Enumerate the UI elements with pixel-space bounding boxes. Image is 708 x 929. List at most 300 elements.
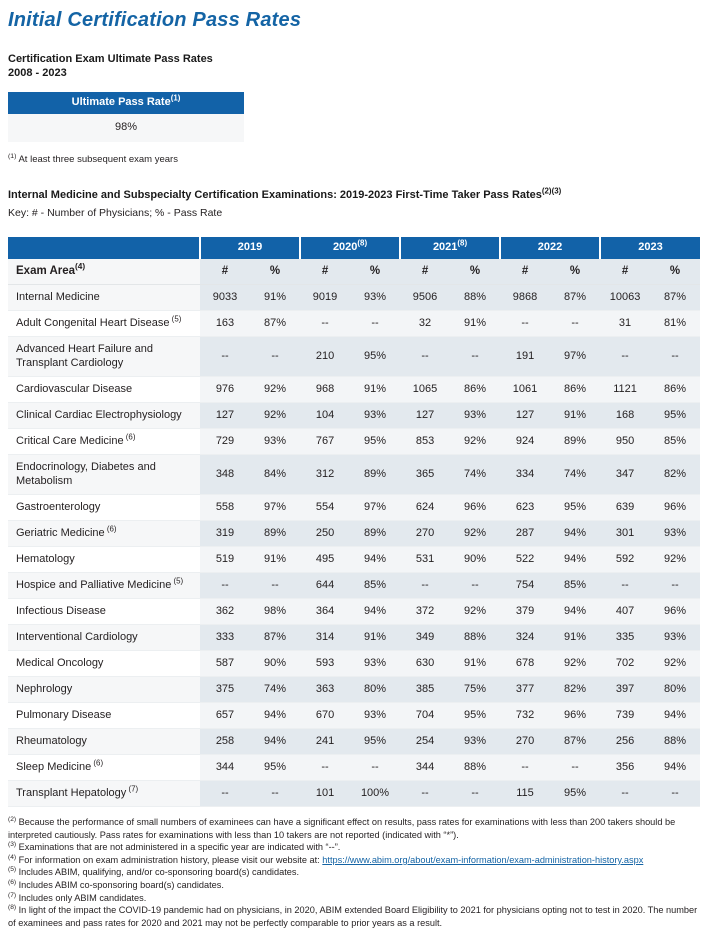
footnote-6-text: Includes ABIM co-sponsoring board(s) candidates. [16, 879, 224, 890]
data-cell-2020-count: 670 [300, 703, 350, 729]
data-cell-2022-count: 678 [500, 651, 550, 677]
data-cell-2020-count: 314 [300, 625, 350, 651]
exam-area-name: Transplant Hepatology [16, 787, 127, 799]
data-cell-2022-rate: 92% [550, 651, 600, 677]
exam-area-cell [8, 403, 200, 429]
footnotes-block [8, 816, 702, 929]
subheader-row [8, 259, 700, 285]
data-cell-2020-count: 9019 [300, 285, 350, 311]
data-cell-2022-count: 9868 [500, 285, 550, 311]
exam-area-name: Internal Medicine [16, 291, 100, 303]
data-cell-2019-count: 9033 [200, 285, 250, 311]
footnote-3-marker: (3) [8, 841, 17, 849]
data-cell-2023-rate: 82% [650, 455, 700, 495]
data-cell-2021-count: 32 [400, 311, 450, 337]
footnote-8-marker: (8) [8, 904, 17, 912]
data-cell-2019-count: 375 [200, 677, 250, 703]
data-cell-2022-rate: 91% [550, 625, 600, 651]
data-cell-2020-rate: 100% [350, 781, 400, 807]
data-cell-2021-count: -- [400, 337, 450, 377]
exam-area-name: Infectious Disease [16, 605, 106, 617]
data-cell-2020-rate: -- [350, 311, 400, 337]
column-header-2022-count: # [500, 259, 550, 285]
footnote-3 [8, 841, 702, 854]
exam-area-name: Nephrology [16, 683, 73, 695]
data-cell-2021-rate: 92% [450, 429, 500, 455]
data-cell-2021-count: -- [400, 781, 450, 807]
data-cell-2020-count: 104 [300, 403, 350, 429]
data-cell-2020-rate: 85% [350, 573, 400, 599]
data-cell-2020-rate: 91% [350, 625, 400, 651]
data-cell-2023-rate: 81% [650, 311, 700, 337]
table-row [8, 547, 700, 573]
year-header-label: 2022 [537, 241, 563, 253]
ultimate-pass-rate-header-label: Ultimate Pass Rate [71, 96, 171, 108]
data-cell-2021-count: 254 [400, 729, 450, 755]
data-cell-2022-rate: 87% [550, 729, 600, 755]
data-cell-2021-rate: 92% [450, 599, 500, 625]
data-cell-2020-count: 250 [300, 521, 350, 547]
table-row [8, 495, 700, 521]
data-cell-2020-count: 554 [300, 495, 350, 521]
table-row [8, 599, 700, 625]
table-body [8, 285, 700, 807]
footnote-3-text: Examinations that are not administered in a specific year are indicated with “--”. [16, 842, 341, 853]
data-cell-2023-rate: 94% [650, 755, 700, 781]
data-cell-2020-rate: 94% [350, 547, 400, 573]
table-row [8, 781, 700, 807]
footnote-4-marker: (4) [8, 853, 17, 861]
footnote-6-marker: (6) [8, 878, 17, 886]
exam-area-cell [8, 703, 200, 729]
data-cell-2021-count: 385 [400, 677, 450, 703]
exam-area-name: Rheumatology [16, 735, 87, 747]
year-header-2019 [200, 237, 300, 259]
data-cell-2019-rate: -- [250, 781, 300, 807]
data-cell-2022-count: -- [500, 755, 550, 781]
exam-area-name: Cardiovascular Disease [16, 383, 133, 395]
data-cell-2023-count: 950 [600, 429, 650, 455]
data-cell-2023-rate: 93% [650, 625, 700, 651]
data-cell-2020-rate: 97% [350, 495, 400, 521]
data-cell-2020-rate: 95% [350, 429, 400, 455]
column-header-2022-rate: % [550, 259, 600, 285]
footnote-7-marker: (7) [8, 891, 17, 899]
data-cell-2019-count: 258 [200, 729, 250, 755]
footnote-1 [8, 153, 700, 166]
data-cell-2023-count: 397 [600, 677, 650, 703]
data-cell-2020-rate: 93% [350, 403, 400, 429]
data-cell-2022-count: 270 [500, 729, 550, 755]
data-cell-2022-rate: 94% [550, 547, 600, 573]
data-cell-2022-count: 324 [500, 625, 550, 651]
data-cell-2019-count: 362 [200, 599, 250, 625]
data-cell-2019-count: 348 [200, 455, 250, 495]
data-cell-2020-rate: 80% [350, 677, 400, 703]
data-cell-2019-count: 163 [200, 311, 250, 337]
exam-area-name: Hospice and Palliative Medicine [16, 579, 172, 591]
data-cell-2022-rate: -- [550, 311, 600, 337]
data-cell-2021-count: 531 [400, 547, 450, 573]
exam-area-cell [8, 311, 200, 337]
data-cell-2021-rate: 91% [450, 311, 500, 337]
data-cell-2023-count: 1121 [600, 377, 650, 403]
data-cell-2020-count: 968 [300, 377, 350, 403]
ultimate-pass-rate-header-sup: (1) [170, 93, 181, 103]
data-cell-2021-count: 127 [400, 403, 450, 429]
data-cell-2022-count: 334 [500, 455, 550, 495]
data-cell-2021-count: 365 [400, 455, 450, 495]
table-row [8, 337, 700, 377]
data-cell-2021-rate: 88% [450, 625, 500, 651]
exam-area-cell [8, 755, 200, 781]
data-cell-2021-count: 270 [400, 521, 450, 547]
footnote-5 [8, 866, 702, 879]
data-cell-2023-rate: -- [650, 573, 700, 599]
data-cell-2019-rate: 87% [250, 625, 300, 651]
data-cell-2023-rate: 87% [650, 285, 700, 311]
data-cell-2022-count: 732 [500, 703, 550, 729]
year-header-label: 2020 [332, 241, 358, 253]
year-header-2020 [300, 237, 400, 259]
data-cell-2022-count: 623 [500, 495, 550, 521]
footnote-5-marker: (5) [8, 866, 17, 874]
data-cell-2019-count: 344 [200, 755, 250, 781]
exam-area-sup: (5) [171, 576, 184, 586]
data-cell-2019-rate: 94% [250, 703, 300, 729]
exam-area-cell [8, 455, 200, 495]
table-row [8, 403, 700, 429]
data-cell-2022-rate: 94% [550, 599, 600, 625]
data-cell-2019-count: 587 [200, 651, 250, 677]
data-cell-2020-count: 101 [300, 781, 350, 807]
data-cell-2021-rate: -- [450, 573, 500, 599]
year-header-sup: (8) [357, 238, 368, 248]
data-cell-2022-rate: 91% [550, 403, 600, 429]
data-cell-2021-rate: 90% [450, 547, 500, 573]
footnote-2 [8, 816, 702, 841]
page-title: Initial Certification Pass Rates [8, 9, 302, 31]
table-row [8, 755, 700, 781]
exam-area-cell [8, 573, 200, 599]
data-cell-2020-rate: -- [350, 755, 400, 781]
data-cell-2022-count: 115 [500, 781, 550, 807]
data-cell-2021-rate: 95% [450, 703, 500, 729]
data-cell-2022-count: 379 [500, 599, 550, 625]
table-row [8, 455, 700, 495]
data-cell-2021-rate: 74% [450, 455, 500, 495]
table-row [8, 703, 700, 729]
ultimate-pass-rates-heading [8, 52, 700, 80]
data-cell-2019-rate: 95% [250, 755, 300, 781]
data-cell-2020-count: 767 [300, 429, 350, 455]
data-cell-2019-count: 127 [200, 403, 250, 429]
data-cell-2019-count: 319 [200, 521, 250, 547]
data-cell-2020-rate: 95% [350, 337, 400, 377]
data-cell-2022-rate: -- [550, 755, 600, 781]
data-cell-2023-count: 347 [600, 455, 650, 495]
data-cell-2021-count: -- [400, 573, 450, 599]
table-row [8, 311, 700, 337]
ultimate-pass-rates-heading-line2: 2008 - 2023 [8, 67, 67, 79]
data-cell-2022-count: 127 [500, 403, 550, 429]
first-time-taker-heading-sup: (2)(3) [541, 186, 562, 196]
column-header-2020-count: # [300, 259, 350, 285]
table-row [8, 573, 700, 599]
data-cell-2019-count: -- [200, 573, 250, 599]
footnote-5-text: Includes ABIM, qualifying, and/or co-sponsoring board(s) candidates. [16, 867, 300, 878]
exam-area-name: Adult Congenital Heart Disease [16, 317, 170, 329]
year-header-row [8, 237, 700, 259]
data-cell-2023-rate: 80% [650, 677, 700, 703]
data-cell-2019-rate: 92% [250, 377, 300, 403]
data-cell-2020-count: 312 [300, 455, 350, 495]
table-row [8, 429, 700, 455]
exam-area-name: Interventional Cardiology [16, 631, 138, 643]
data-cell-2021-count: 853 [400, 429, 450, 455]
exam-area-name: Clinical Cardiac Electrophysiology [16, 409, 182, 421]
data-cell-2019-count: -- [200, 337, 250, 377]
exam-area-name: Sleep Medicine [16, 761, 92, 773]
data-cell-2019-rate: 94% [250, 729, 300, 755]
data-cell-2021-rate: 88% [450, 755, 500, 781]
data-cell-2019-rate: 84% [250, 455, 300, 495]
year-header-spacer [8, 237, 200, 259]
column-header-2021-count: # [400, 259, 450, 285]
data-cell-2020-count: 210 [300, 337, 350, 377]
data-cell-2023-count: 256 [600, 729, 650, 755]
column-header-2019-rate: % [250, 259, 300, 285]
data-cell-2020-count: 241 [300, 729, 350, 755]
first-time-taker-heading [8, 188, 700, 203]
ultimate-pass-rate-table [8, 92, 244, 142]
data-cell-2023-rate: 94% [650, 703, 700, 729]
exam-area-name: Endocrinology, Diabetes and Metabolism [16, 461, 156, 487]
data-cell-2022-rate: 96% [550, 703, 600, 729]
exam-area-name: Gastroenterology [16, 501, 101, 513]
exam-area-cell [8, 547, 200, 573]
exam-area-header-sup: (4) [75, 262, 86, 272]
data-cell-2021-rate: -- [450, 781, 500, 807]
table-header-row [8, 92, 244, 114]
year-header-sup: (8) [457, 238, 468, 248]
data-cell-2020-count: 593 [300, 651, 350, 677]
data-cell-2023-count: 739 [600, 703, 650, 729]
first-time-taker-heading-label: Internal Medicine and Subspecialty Certification Examinations: 2019-2023 First-Time Taker Pass Rates [8, 189, 542, 201]
footnote-7 [8, 892, 702, 905]
exam-area-header-label: Exam Area [16, 265, 76, 277]
table-row [8, 651, 700, 677]
data-cell-2020-rate: 93% [350, 703, 400, 729]
data-cell-2021-count: 349 [400, 625, 450, 651]
data-cell-2023-count: 702 [600, 651, 650, 677]
exam-area-cell [8, 651, 200, 677]
data-cell-2020-rate: 95% [350, 729, 400, 755]
data-cell-2021-rate: 86% [450, 377, 500, 403]
table-row [8, 377, 700, 403]
exam-area-header [8, 259, 200, 285]
exam-area-cell [8, 677, 200, 703]
document-page [0, 8, 708, 928]
data-cell-2023-count: -- [600, 337, 650, 377]
exam-area-name: Geriatric Medicine [16, 527, 105, 539]
year-header-2022 [500, 237, 600, 259]
exam-area-cell [8, 781, 200, 807]
footnote-4 [8, 854, 702, 867]
data-cell-2019-rate: 91% [250, 285, 300, 311]
data-cell-2022-count: 522 [500, 547, 550, 573]
exam-area-cell [8, 285, 200, 311]
data-cell-2022-rate: 82% [550, 677, 600, 703]
data-cell-2021-count: 624 [400, 495, 450, 521]
data-cell-2023-rate: 92% [650, 547, 700, 573]
data-cell-2023-count: 301 [600, 521, 650, 547]
table-row [8, 285, 700, 311]
exam-area-name: Critical Care Medicine [16, 435, 124, 447]
data-cell-2022-rate: 87% [550, 285, 600, 311]
data-cell-2021-rate: 92% [450, 521, 500, 547]
table-head [8, 237, 700, 285]
data-cell-2023-rate: 95% [650, 403, 700, 429]
data-cell-2019-count: 976 [200, 377, 250, 403]
column-header-2020-rate: % [350, 259, 400, 285]
data-cell-2020-rate: 91% [350, 377, 400, 403]
exam-area-name: Pulmonary Disease [16, 709, 112, 721]
data-cell-2020-rate: 93% [350, 651, 400, 677]
table-row [8, 729, 700, 755]
exam-area-sup: (5) [169, 314, 182, 324]
exam-area-sup: (6) [91, 758, 104, 768]
data-cell-2023-rate: 86% [650, 377, 700, 403]
data-cell-2021-rate: 91% [450, 651, 500, 677]
year-header-label: 2019 [237, 241, 263, 253]
data-cell-2023-rate: -- [650, 337, 700, 377]
table-row [8, 625, 700, 651]
data-cell-2021-count: 372 [400, 599, 450, 625]
column-header-2023-rate: % [650, 259, 700, 285]
exam-area-sup: (7) [126, 784, 139, 794]
exam-administration-history-link[interactable]: https://www.abim.org/about/exam-information/exam-administration-history.aspx [322, 854, 644, 865]
data-cell-2022-rate: 95% [550, 781, 600, 807]
year-header-label: 2021 [432, 241, 458, 253]
exam-area-cell [8, 729, 200, 755]
table-key: Key: # - Number of Physicians; % - Pass Rate [8, 207, 223, 219]
data-cell-2021-count: 704 [400, 703, 450, 729]
footnote-7-text: Includes only ABIM candidates. [16, 892, 147, 903]
data-cell-2019-rate: 93% [250, 429, 300, 455]
data-cell-2023-count: 639 [600, 495, 650, 521]
data-cell-2022-rate: 94% [550, 521, 600, 547]
data-cell-2022-count: 1061 [500, 377, 550, 403]
data-cell-2023-rate: 88% [650, 729, 700, 755]
data-cell-2021-rate: -- [450, 337, 500, 377]
data-cell-2022-rate: 89% [550, 429, 600, 455]
table-row [8, 677, 700, 703]
data-cell-2020-count: 364 [300, 599, 350, 625]
data-cell-2021-rate: 88% [450, 285, 500, 311]
data-cell-2020-rate: 94% [350, 599, 400, 625]
data-cell-2022-count: 754 [500, 573, 550, 599]
data-cell-2019-count: 729 [200, 429, 250, 455]
table-row [8, 114, 244, 142]
year-header-label: 2023 [638, 241, 663, 253]
year-header-2021 [400, 237, 500, 259]
data-cell-2021-count: 630 [400, 651, 450, 677]
data-cell-2021-count: 9506 [400, 285, 450, 311]
column-header-2023-count: # [600, 259, 650, 285]
data-cell-2023-count: 592 [600, 547, 650, 573]
data-cell-2022-count: 287 [500, 521, 550, 547]
data-cell-2022-rate: 97% [550, 337, 600, 377]
data-cell-2020-count: -- [300, 311, 350, 337]
data-cell-2023-count: -- [600, 781, 650, 807]
data-cell-2019-rate: 92% [250, 403, 300, 429]
data-cell-2023-count: -- [600, 573, 650, 599]
ultimate-pass-rate-value: 98% [8, 114, 244, 142]
data-cell-2022-count: 924 [500, 429, 550, 455]
data-cell-2019-rate: 74% [250, 677, 300, 703]
exam-area-cell [8, 599, 200, 625]
data-cell-2019-rate: 98% [250, 599, 300, 625]
exam-area-cell [8, 625, 200, 651]
pass-rates-table [8, 237, 700, 807]
data-cell-2023-count: 407 [600, 599, 650, 625]
footnote-4-text: For information on exam administration history, please visit our website at: [16, 854, 323, 865]
data-cell-2023-rate: 92% [650, 651, 700, 677]
data-cell-2023-rate: 85% [650, 429, 700, 455]
data-cell-2020-rate: 89% [350, 455, 400, 495]
data-cell-2023-rate: 96% [650, 495, 700, 521]
data-cell-2019-rate: -- [250, 337, 300, 377]
footnote-2-text: Because the performance of small numbers of examinees can have a significant effect on results, pass rates for examinations with less than 200 takers should be interpreted cautiously. Pass rates for examinations with less than 10 takers are not reported (indicated with “*”). [8, 817, 676, 840]
data-cell-2021-rate: 75% [450, 677, 500, 703]
footnote-8-text: In light of the impact the COVID-19 pandemic had on physicians, in 2020, ABIM extended Board Eligibility to 2021 for physicians opting not to test in 2020. The number of examinees and pass rates for 2020 and 2021 may not be perfectly comparable to prior years as a result. [8, 905, 698, 928]
data-cell-2022-rate: 85% [550, 573, 600, 599]
data-cell-2023-rate: -- [650, 781, 700, 807]
data-cell-2019-count: 333 [200, 625, 250, 651]
footnote-2-marker: (2) [8, 815, 17, 823]
data-cell-2019-rate: 91% [250, 547, 300, 573]
data-cell-2020-count: -- [300, 755, 350, 781]
data-cell-2019-rate: 90% [250, 651, 300, 677]
data-cell-2023-count: 10063 [600, 285, 650, 311]
footnote-6 [8, 879, 702, 892]
exam-area-name: Advanced Heart Failure and Transplant Cardiology [16, 343, 153, 369]
column-header-2019-count: # [200, 259, 250, 285]
data-cell-2020-rate: 93% [350, 285, 400, 311]
data-cell-2020-count: 363 [300, 677, 350, 703]
data-cell-2023-count: 31 [600, 311, 650, 337]
table-row [8, 521, 700, 547]
column-header-2021-rate: % [450, 259, 500, 285]
data-cell-2020-count: 495 [300, 547, 350, 573]
data-cell-2022-rate: 74% [550, 455, 600, 495]
data-cell-2020-count: 644 [300, 573, 350, 599]
data-cell-2019-rate: 87% [250, 311, 300, 337]
data-cell-2023-rate: 96% [650, 599, 700, 625]
data-cell-2022-rate: 86% [550, 377, 600, 403]
exam-area-cell [8, 429, 200, 455]
data-cell-2023-rate: 93% [650, 521, 700, 547]
data-cell-2021-count: 344 [400, 755, 450, 781]
data-cell-2019-rate: 97% [250, 495, 300, 521]
data-cell-2020-rate: 89% [350, 521, 400, 547]
exam-area-name: Medical Oncology [16, 657, 104, 669]
data-cell-2019-rate: -- [250, 573, 300, 599]
exam-area-cell [8, 521, 200, 547]
ultimate-pass-rate-header [8, 92, 244, 114]
data-cell-2022-count: -- [500, 311, 550, 337]
